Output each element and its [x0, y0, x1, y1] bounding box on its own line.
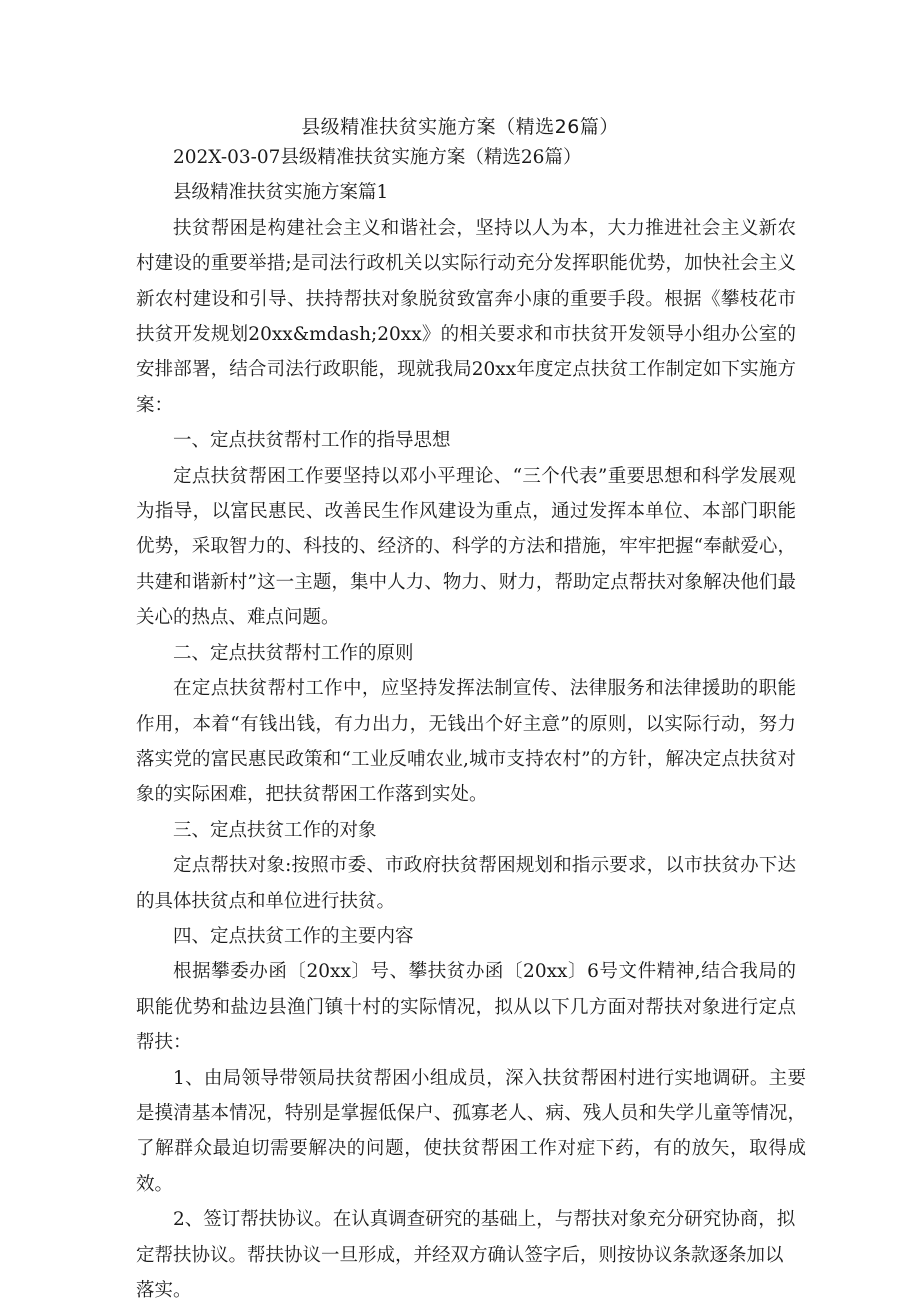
- paragraph: 定点扶贫帮困工作要坚持以邓小平理论、“三个代表”重要思想和科学发展观为指导，以富民惠民、改善民生作风建设为重点，通过发挥本单位、本部门职能优势，采取智力的、科技的、经济的、科学的方法和措施，牢牢把握“奉献爱心，共建和谐新村”这一主题，集中人力、物力、财力，帮助定点帮扶对象解决他们最关心的热点、难点问题。: [136, 465, 796, 629]
- section-heading: 三、定点扶贫工作的对象: [173, 819, 377, 841]
- paragraph: 在定点扶贫帮村工作中，应坚持发挥法制宣传、法律服务和法律援助的职能作用，本着“有钱出钱，有力出力，无钱出个好主意”的原则，以实际行动，努力落实党的富民惠民政策和“工业反哺农业,城市支持农村”的方针，解决定点扶贫对象的实际困难，把扶贫帮困工作落到实处。: [136, 678, 796, 806]
- document-title: 县级精准扶贫实施方案（精选26篇）: [301, 116, 619, 138]
- section-heading: 二、定点扶贫帮村工作的原则: [173, 642, 414, 664]
- paragraph: 扶贫帮困是构建社会主义和谐社会，坚持以人为本，大力推进社会主义新农村建设的重要举措;是司法行政机关以实际行动充分发挥职能优势，加快社会主义新农村建设和引导、扶持帮扶对象脱贫致富奔小康的重要手段。根据《攀枝花市扶贫开发规划20xx&mdash;20xx》的相关要求和市扶贫开发领导小组办公室的安排部署，结合司法行政职能，现就我局20xx年度定点扶贫工作制定如下实施方案：: [136, 217, 796, 416]
- paragraph: 2、签订帮扶协议。在认真调查研究的基础上，与帮扶对象充分研究协商，拟定帮扶协议。帮扶协议一旦形成，并经双方确认签字后，则按协议条款逐条加以落实。: [136, 1209, 796, 1301]
- paragraph: 根据攀委办函〔20xx〕号、攀扶贫办函〔20xx〕6号文件精神,结合我局的职能优势和盐边县渔门镇十村的实际情况，拟从以下几方面对帮扶对象进行定点帮扶：: [136, 961, 796, 1054]
- paragraph: 定点帮扶对象:按照市委、市政府扶贫帮困规划和指示要求，以市扶贫办下达的具体扶贫点和单位进行扶贫。: [136, 855, 796, 912]
- date-line: 202X-03-07县级精准扶贫实施方案（精选26篇）: [173, 147, 582, 168]
- section-heading: 一、定点扶贫帮村工作的指导思想: [173, 430, 451, 452]
- section-heading: 四、定点扶贫工作的主要内容: [173, 925, 414, 947]
- document-body: [136, 140, 806, 1308]
- paragraph: 1、由局领导带领局扶贫帮困小组成员，深入扶贫帮困村进行实地调研。主要是摸清基本情况，特别是掌握低保户、孤寡老人、病、残人员和失学儿童等情况，了解群众最迫切需要解决的问题，使扶贫帮困工作对症下药，有的放矢，取得成效。: [136, 1067, 806, 1195]
- section-heading: 县级精准扶贫实施方案篇1: [173, 182, 389, 204]
